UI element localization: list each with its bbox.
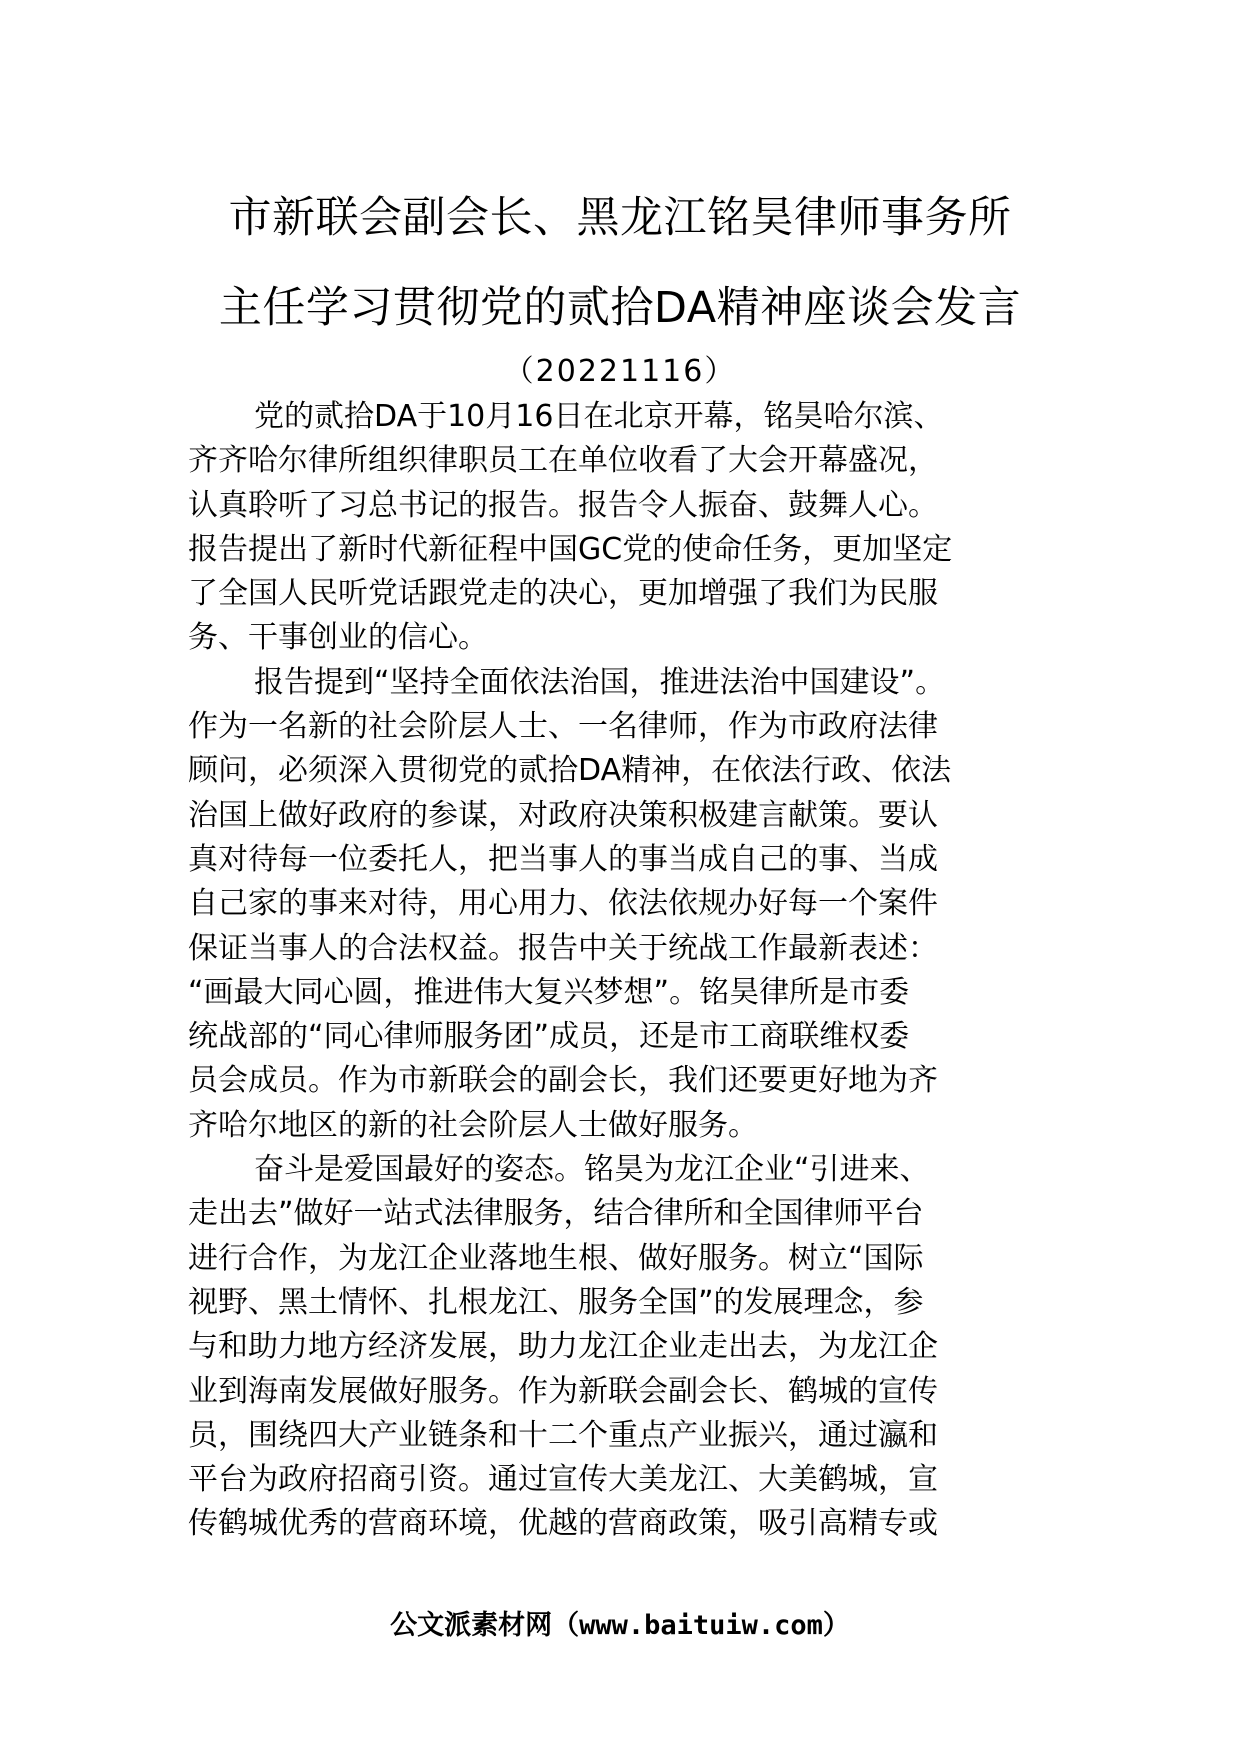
body-text-line: 员会成员。作为市新联会的副会长，我们还要更好地为齐 — [188, 1063, 938, 1099]
body-text-line: 传鹤城优秀的营商环境，优越的营商政策，吸引高精专或 — [188, 1506, 938, 1542]
body-text-line: 齐哈尔地区的新的社会阶层人士做好服务。 — [188, 1107, 758, 1143]
document-title-line-1: 市新联会副会长、黑龙江铭昊律师事务所 — [228, 193, 1012, 243]
document-body — [188, 395, 1068, 1547]
body-text-line: 员，围绕四大产业链条和十二个重点产业振兴，通过瀛和 — [188, 1417, 938, 1453]
body-text-line: 统战部的“同心律师服务团”成员，还是市工商联维权委 — [188, 1019, 910, 1055]
body-text-line: 进行合作，为龙江企业落地生根、做好服务。树立“国际 — [188, 1240, 924, 1276]
body-text-line: 齐齐哈尔律所组织律职员工在单位收看了大会开幕盛况， — [188, 443, 938, 479]
document-date: （20221116） — [503, 354, 737, 389]
body-text-line: 业到海南发展做好服务。作为新联会副会长、鹤城的宣传 — [188, 1373, 938, 1409]
body-text-line: 视野、黑土情怀、扎根龙江、服务全国”的发展理念，参 — [188, 1284, 924, 1320]
body-text-line: 自己家的事来对待，用心用力、依法依规办好每一个案件 — [188, 886, 938, 922]
body-text-line: 与和助力地方经济发展，助力龙江企业走出去，为龙江企 — [188, 1329, 938, 1365]
body-text-line: 平台为政府招商引资。通过宣传大美龙江、大美鹤城，宣 — [188, 1462, 938, 1498]
document-title-line-2: 主任学习贯彻党的贰拾DA精神座谈会发言 — [218, 283, 1022, 333]
footer-watermark: 公文派素材网（www.baituiw.com） — [390, 1610, 850, 1641]
body-text-line: 保证当事人的合法权益。报告中关于统战工作最新表述： — [188, 930, 938, 966]
body-text-line: 党的贰拾DA于10月16日在北京开幕，铭昊哈尔滨、 — [254, 399, 944, 434]
body-text-line: 报告提到“坚持全面依法治国，推进法治中国建设”。 — [254, 664, 946, 700]
body-text-line: 作为一名新的社会阶层人士、一名律师，作为市政府法律 — [188, 709, 938, 745]
body-text-line: 真对待每一位委托人，把当事人的事当成自己的事、当成 — [188, 841, 938, 877]
body-text-line: 走出去”做好一站式法律服务，结合律所和全国律师平台 — [188, 1196, 924, 1232]
body-text-line: 治国上做好政府的参谋，对政府决策积极建言献策。要认 — [188, 797, 938, 833]
body-text-line: 认真聆听了习总书记的报告。报告令人振奋、鼓舞人心。 — [188, 487, 938, 523]
body-text-line: “画最大同心圆，推进伟大复兴梦想”。铭昊律所是市委 — [188, 974, 910, 1010]
body-text-line: 报告提出了新时代新征程中国GC党的使命任务，更加坚定 — [188, 531, 953, 567]
body-text-line: 奋斗是爱国最好的姿态。铭昊为龙江企业“引进来、 — [254, 1152, 930, 1188]
body-text-line: 了全国人民听党话跟党走的决心，更加增强了我们为民服 — [188, 576, 938, 612]
body-text-line: 顾问，必须深入贯彻党的贰拾DA精神，在依法行政、依法 — [188, 753, 952, 789]
body-text-line: 务、干事创业的信心。 — [188, 620, 488, 656]
